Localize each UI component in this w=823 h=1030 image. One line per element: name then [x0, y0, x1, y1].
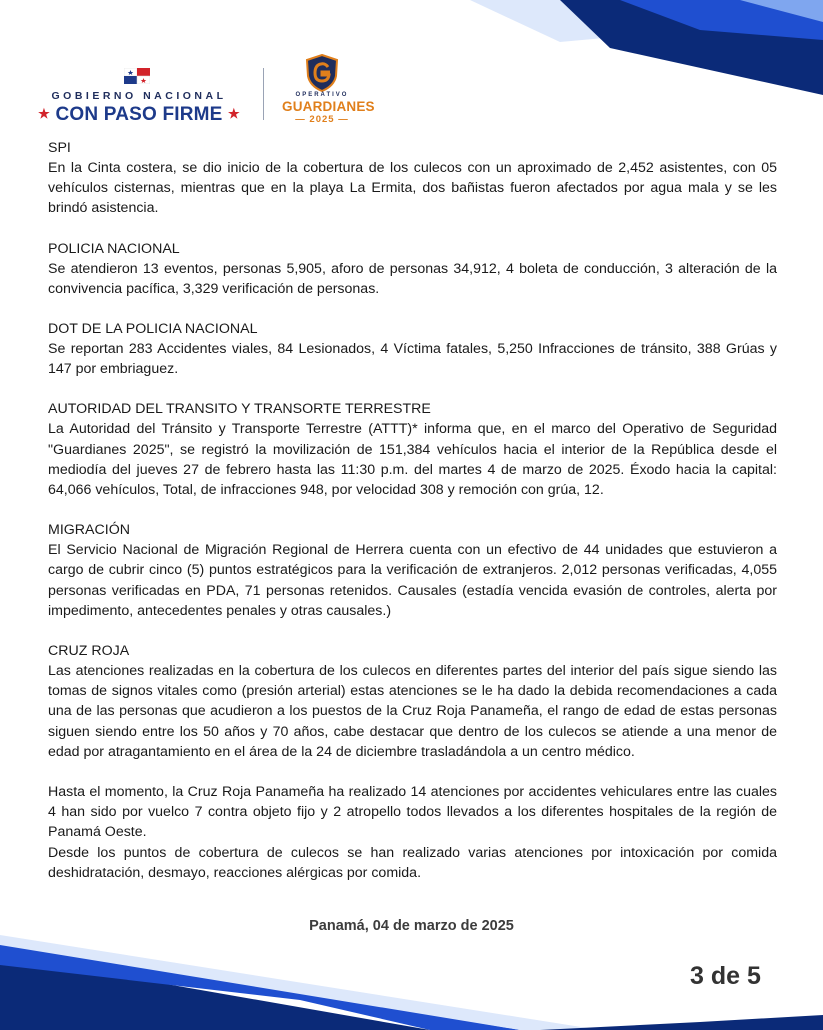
- header-logos: [34, 54, 394, 126]
- section-title: DOT DE LA POLICIA NACIONAL: [48, 321, 258, 338]
- gobierno-nacional-logo: [34, 64, 249, 124]
- operativo-guardianes-logo: [282, 54, 375, 126]
- year-label: 2025: [309, 114, 335, 125]
- section-paragraph: Las atenciones realizadas en la cobertura de los culecos en diferentes partes del interior del país sigue siendo las tomas de signos vitales como (presión arterial) estas atenciones se le ha dado la debida recomendaciones a cada una de las personas que acudieron a los puestos de la Cruz Roja Panameña, el rango de edad de estas personas siguen siendo entre los 50 años y 70 años, cabe destacar que dentro de los culecos se atiende a una menor de edad por atragantamiento en el área de la 24 de diciembre trasladándola a un centro médico.: [48, 663, 777, 760]
- report-content: [48, 138, 777, 883]
- closing-paragraph: Hasta el momento, la Cruz Roja Panameña ha realizado 14 atenciones por accidentes vehiculares entre las cuales 4 han sido por vuelco 7 contra objeto fijo y 2 atropello todos llevados a los diferentes hospitales de la región de Panamá Oeste.: [48, 784, 777, 841]
- con-paso-firme-text: [34, 104, 244, 126]
- section-dot-policia: [48, 319, 777, 379]
- shield-icon: [305, 54, 339, 92]
- section-title: CRUZ ROJA: [48, 643, 130, 660]
- section-paragraph: Se reportan 283 Accidentes viales, 84 Lesionados, 4 Víctima fatales, 5,250 Infracciones de tránsito, 388 Grúas y 147 por embriaguez.: [48, 341, 777, 378]
- section-paragraph: El Servicio Nacional de Migración Regional de Herrera cuenta con un efectivo de 44 unidades que estuvieron a cargo de cubrir cinco (5) puntos estratégicos para la verificación de extranjeros. 2,012 personas verificadas, 4,055 personas verificadas en PDA, 71 personas retenidos. Causales (estadía vencida evasión de controles, alerta por impedimento, antecedentes penales y otras causales.): [48, 542, 777, 619]
- section-title: AUTORIDAD DEL TRANSITO Y TRANSORTE TERRESTRE: [48, 401, 431, 418]
- section-paragraph: Se atendieron 13 eventos, personas 5,905, aforo de personas 34,912, 4 boleta de conducción, 3 alteración de la convivencia pacífica, 3,329 verificación de personas.: [48, 260, 777, 297]
- star-icon: ★: [38, 106, 50, 121]
- section-title: MIGRACIÓN: [48, 522, 130, 539]
- section-attt: [48, 399, 777, 500]
- section-policia-nacional: [48, 239, 777, 299]
- guardianes-year: — 2025 —: [295, 114, 349, 125]
- section-title: SPI: [48, 140, 71, 156]
- closing-paragraph: Desde los puntos de cobertura de culecos se han realizado varias atenciones por intoxicación por comida deshidratación, desmayo, reacciones alérgicas por comida.: [48, 844, 777, 881]
- section-closing: [48, 782, 777, 883]
- section-cruz-roja: [48, 641, 777, 762]
- section-spi: [48, 138, 777, 219]
- section-migracion: [48, 520, 777, 621]
- logo-divider: [263, 68, 264, 120]
- star-icon: ★: [228, 106, 240, 121]
- section-title: POLICIA NACIONAL: [48, 240, 180, 257]
- guardianes-text: GUARDIANES: [282, 99, 375, 114]
- page-number: 3 de 5: [690, 962, 761, 990]
- section-paragraph: La Autoridad del Tránsito y Transporte Terrestre (ATTT)* informa que, en el marco del Operativo de Seguridad "Guardianes 2025", se registró la movilización de 151,384 vehículos hacia el interior de la República desde el mediodía del jueves 27 de febrero hasta las 11:30 p.m. del martes 4 de marzo de 2025. Éxodo hacia la capital: 64,066 vehículos, Total, de infracciones 948, por velocidad 308 y remoción con grúa, 12.: [48, 421, 777, 499]
- report-date: Panamá, 04 de marzo de 2025: [309, 918, 514, 934]
- panama-flag-icon: [124, 68, 150, 84]
- operativo-text: OPERATIVO: [295, 92, 349, 98]
- con-paso-firme-label: CON PASO FIRME: [55, 104, 223, 125]
- section-paragraph: En la Cinta costera, se dio inicio de la cobertura de los culecos con un aproximado de 2,452 asistentes, con 05 vehículos cisternas, mientras que en la playa La Ermita, dos bañistas fueron afectados por agua mala y se les brindó asistencia.: [48, 160, 777, 217]
- gobierno-nacional-text: GOBIERNO NACIONAL: [51, 90, 227, 102]
